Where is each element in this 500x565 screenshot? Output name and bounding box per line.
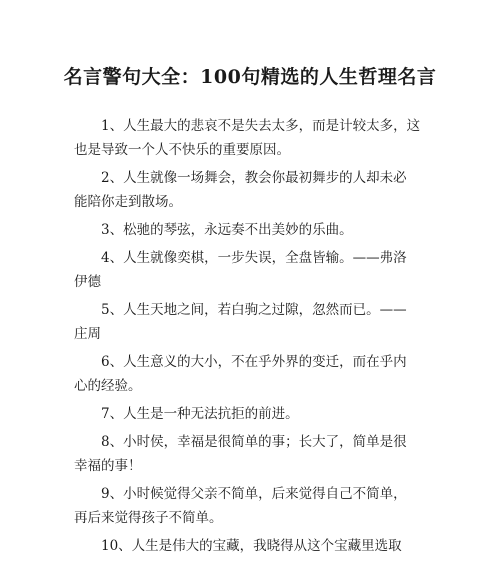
paragraph-line: 8、小时侯，幸福是很简单的事；长大了，简单是很 xyxy=(101,434,407,450)
quote-paragraph xyxy=(74,482,430,530)
paragraph-line: 3、松驰的琴弦，永远奏不出美妙的乐曲。 xyxy=(101,222,353,238)
document-body xyxy=(74,114,430,562)
paragraph-line: 2、人生就像一场舞会，教会你最初舞步的人却未必 xyxy=(101,170,407,186)
quote-paragraph xyxy=(74,534,430,558)
quote-paragraph xyxy=(74,218,430,242)
quote-paragraph xyxy=(74,246,430,294)
paragraph-line: 幸福的事！ xyxy=(74,458,142,474)
paragraph-line: 6、人生意义的大小，不在乎外界的变迁，而在乎内 xyxy=(101,354,407,370)
paragraph-line: 5、人生天地之间，若白驹之过隙，忽然而已。—— xyxy=(101,302,407,318)
paragraph-line: 心的经验。 xyxy=(74,378,142,394)
paragraph-line: 伊德 xyxy=(74,274,101,290)
quote-paragraph xyxy=(74,114,430,162)
paragraph-line: 9、小时候觉得父亲不简单，后来觉得自己不简单， xyxy=(101,486,407,502)
quote-paragraph xyxy=(74,350,430,398)
quote-paragraph xyxy=(74,402,430,426)
paragraph-line: 1、人生最大的悲哀不是失去太多，而是计较太多，这 xyxy=(101,118,421,134)
quote-paragraph xyxy=(74,298,430,346)
quote-paragraph xyxy=(74,166,430,214)
document-title: 名言警句大全：100句精选的人生哲理名言 xyxy=(63,66,437,88)
paragraph-line: 再后来觉得孩子不简单。 xyxy=(74,510,223,526)
paragraph-line: 10、人生是伟大的宝藏，我晓得从这个宝藏里选取 xyxy=(101,538,402,554)
paragraph-line: 4、人生就像奕棋，一步失误，全盘皆输。——弗洛 xyxy=(101,250,407,266)
paragraph-line: 也是导致一个人不快乐的重要原因。 xyxy=(74,142,290,158)
quote-paragraph xyxy=(74,430,430,478)
paragraph-line: 庄周 xyxy=(74,326,101,342)
paragraph-line: 能陪你走到散场。 xyxy=(74,194,182,210)
paragraph-line: 7、人生是一种无法抗拒的前进。 xyxy=(101,406,299,422)
